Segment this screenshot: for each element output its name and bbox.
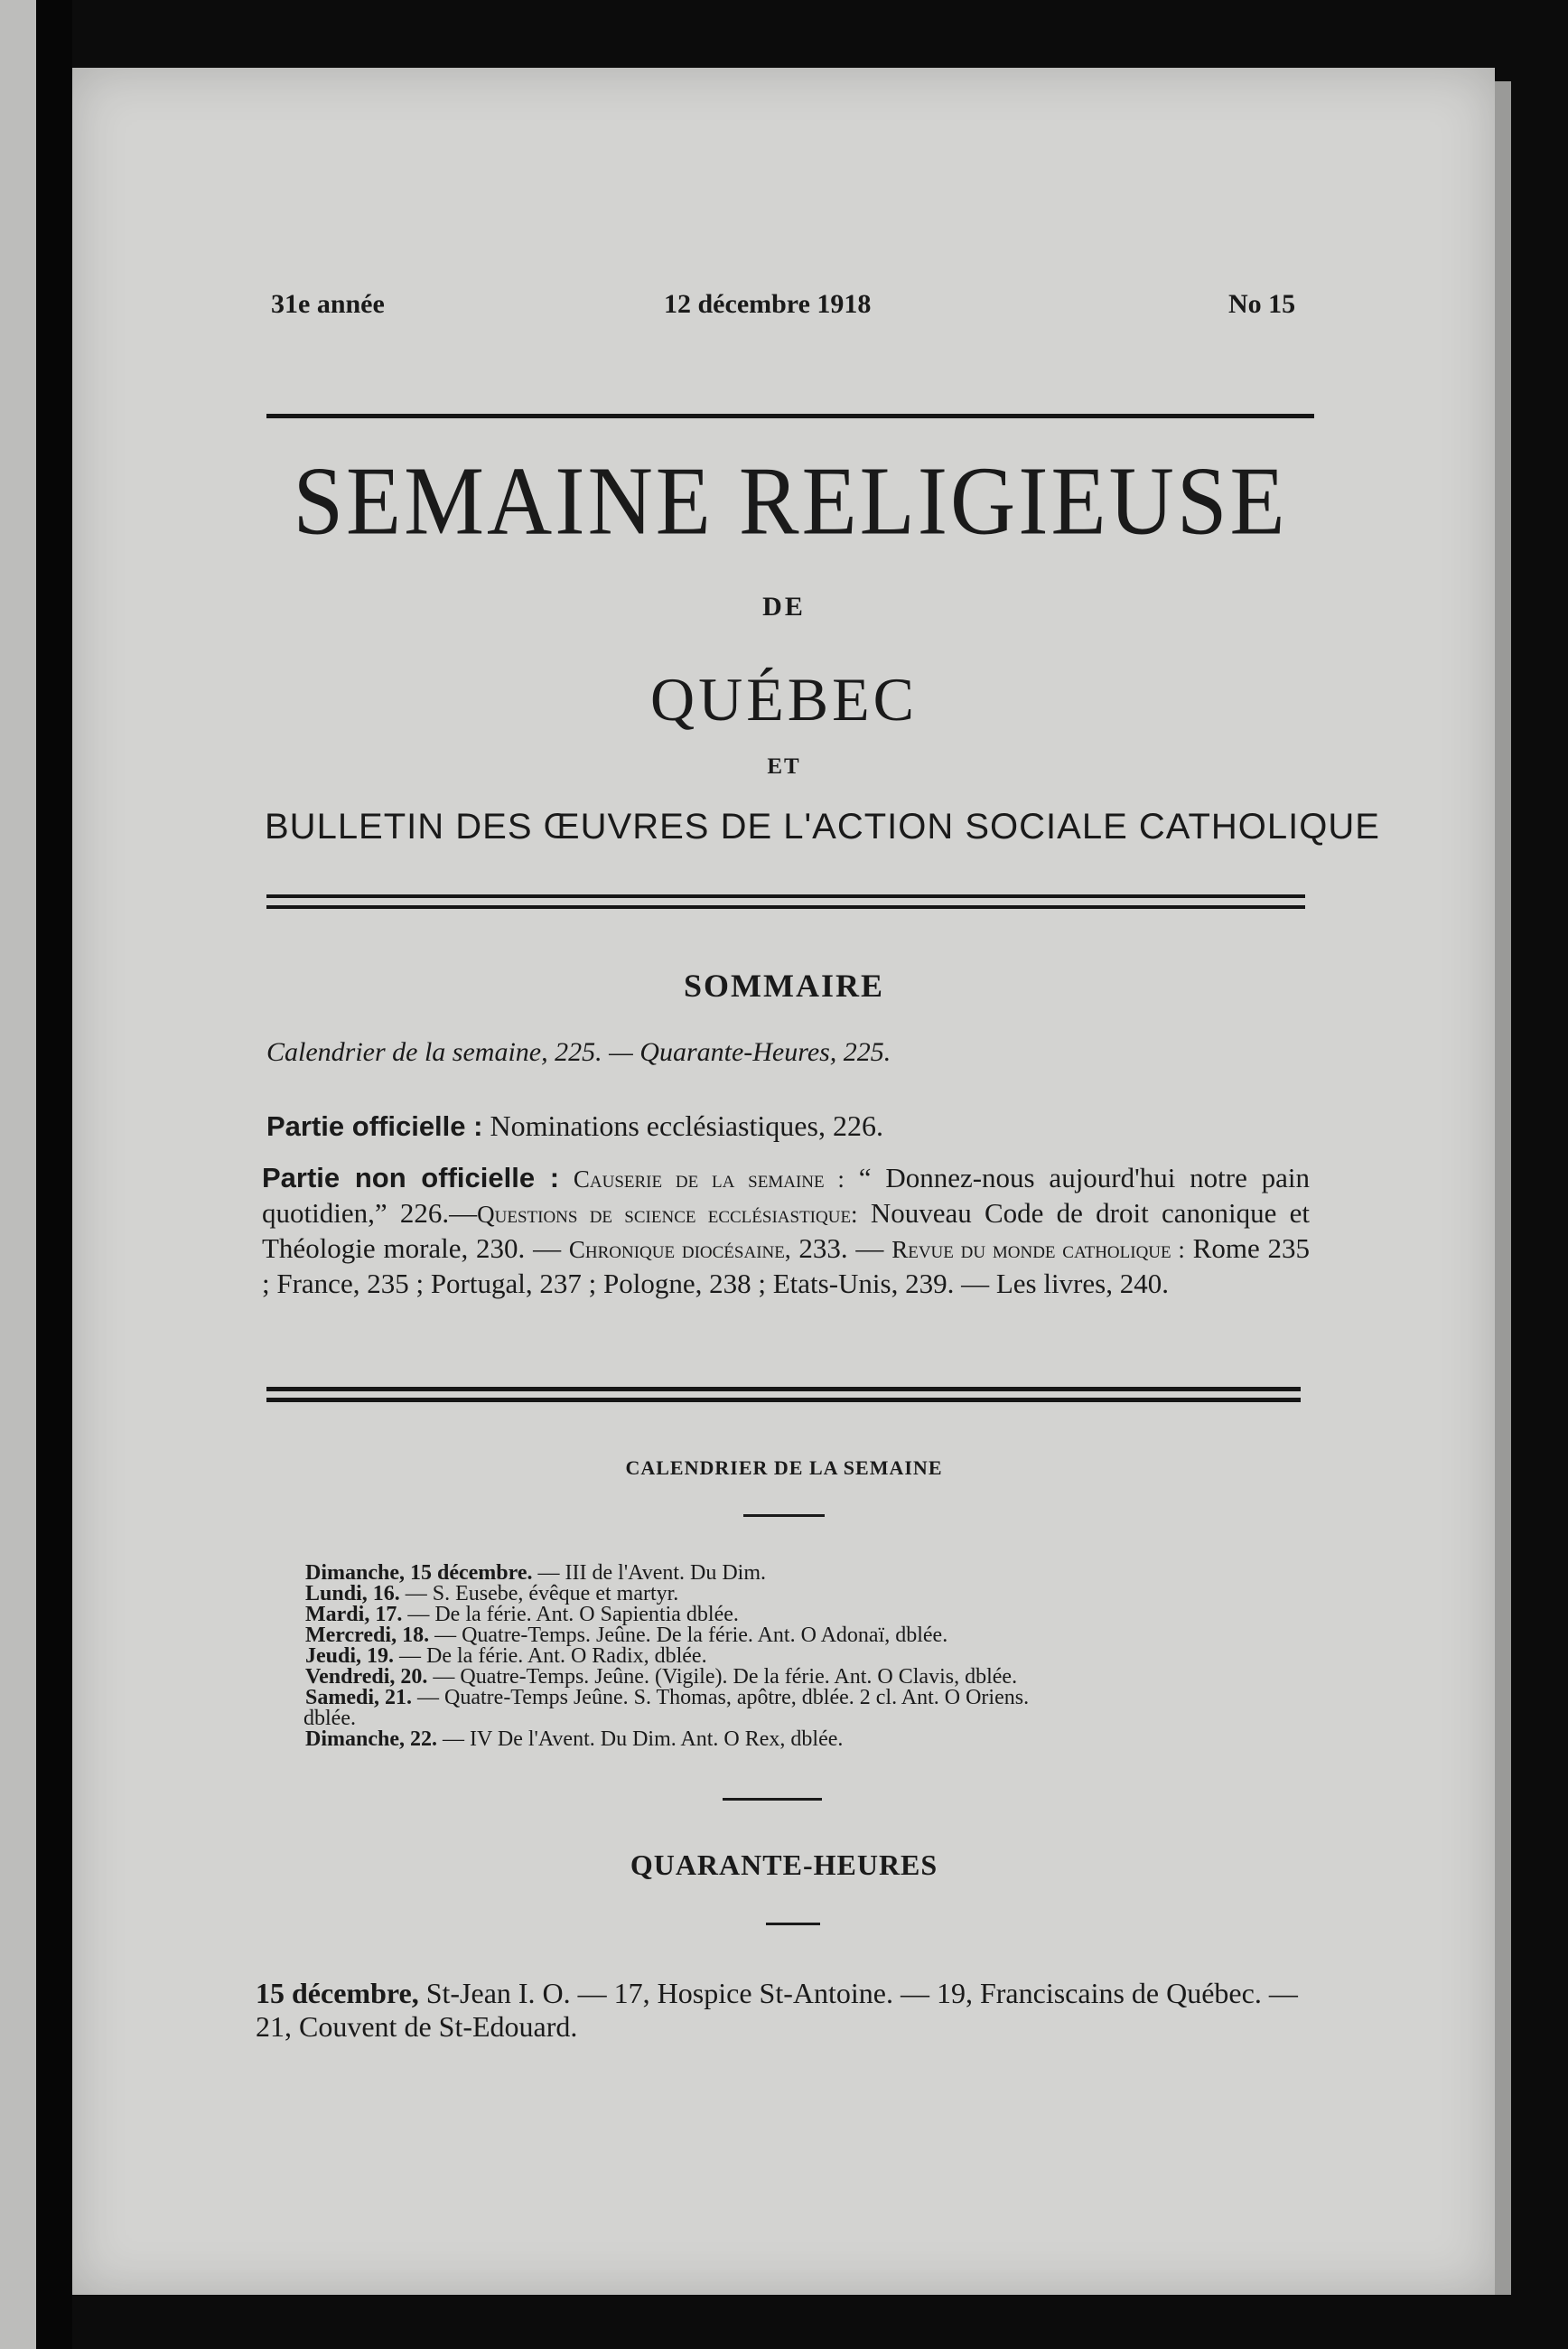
calendrier-short-rule (743, 1514, 825, 1517)
masthead-de: DE (762, 592, 806, 622)
causerie-text: “ Donnez-nous aujourd'hui notre pain quotidien,” 226.— (262, 1162, 1311, 1229)
masthead-bulletin: BULLETIN DES ŒUVRES DE L'ACTION SOCIALE CATHOLIQUE (265, 807, 1380, 847)
quarante-heures-title: QUARANTE-HEURES (630, 1848, 938, 1881)
partie-officielle-label: Partie officielle : (266, 1110, 483, 1142)
masthead-city: QUÉBEC (650, 665, 918, 734)
issue-date: 12 décembre 1918 (664, 289, 872, 319)
double-rule-bottom (266, 905, 1305, 909)
chronique-text: 233. — (790, 1232, 892, 1264)
calendrier-list (305, 1563, 1317, 1750)
double-rule-2-bottom (266, 1398, 1301, 1402)
calendrier-entry: Jeudi, 19. — De la férie. Ant. O Radix, dblée. (305, 1644, 707, 1668)
calendrier-title: CALENDRIER DE LA SEMAINE (625, 1456, 943, 1479)
calendrier-entry: Lundi, 16. — S. Eusebe, évêque et martyr. (305, 1582, 679, 1605)
partie-officielle (266, 1109, 883, 1143)
header-rule (266, 414, 1314, 418)
calendrier-entry: Samedi, 21. — Quatre-Temps Jeûne. S. Thomas, apôtre, dblée. 2 cl. Ant. O Oriens. (305, 1686, 1030, 1709)
issue-number: No 15 (1228, 289, 1296, 319)
partie-officielle-text: Nominations ecclésiastiques, 226. (490, 1109, 883, 1142)
questions-text: Nouveau Code de droit canonique et Théologie morale, 230. — (262, 1197, 1311, 1264)
scan-margin (36, 0, 72, 2349)
double-rule-top (266, 894, 1305, 898)
page-stack-edge (1495, 81, 1511, 2295)
chronique-heading: Chronique diocésaine, (568, 1236, 791, 1263)
causerie-heading: Causerie de la semaine : (573, 1165, 845, 1193)
calendrier-entry: dblée. (303, 1707, 356, 1730)
quarante-heures-details: St-Jean I. O. — 17, Hospice St-Antoine. — 19, Franciscains de Québec. — 21, Couvent de St-Edouard. (256, 1977, 1298, 2043)
adjacent-page-edge (0, 0, 36, 2349)
partie-non-officielle (262, 1161, 1310, 1300)
calendrier-entry: Mercredi, 18. — Quatre-Temps. Jeûne. De la férie. Ant. O Adonaï, dblée. (305, 1624, 948, 1647)
revue-text: Rome 235 ; France, 235 ; Portugal, 237 ; Pologne, 238 ; Etats-Unis, 239. — Les livres, 240. (262, 1232, 1311, 1299)
volume-year: 31e année (271, 289, 385, 319)
quarante-heures-text (256, 1977, 1321, 2044)
quarante-short-rule-bottom (766, 1923, 820, 1925)
quarante-heures-date: 15 décembre, (256, 1977, 419, 2009)
sommaire-calendar-line: Calendrier de la semaine, 225. — Quarante-Heures, 225. (266, 1037, 891, 1067)
calendrier-entry: Dimanche, 22. — IV De l'Avent. Du Dim. Ant. O Rex, dblée. (305, 1727, 844, 1751)
calendrier-entry: Vendredi, 20. — Quatre-Temps. Jeûne. (Vigile). De la férie. Ant. O Clavis, dblée. (305, 1665, 1018, 1689)
sommaire-title: SOMMAIRE (684, 968, 884, 1004)
questions-heading: Questions de science ecclésiastique: (477, 1201, 858, 1228)
revue-heading: Revue du monde catholique : (891, 1236, 1185, 1263)
calendrier-entry: Dimanche, 15 décembre. — III de l'Avent. Du Dim. (305, 1561, 767, 1585)
masthead-title: SEMAINE RELIGIEUSE (293, 446, 1288, 556)
partie-non-officielle-label: Partie non officielle : (262, 1162, 560, 1193)
double-rule-2-top (266, 1387, 1301, 1391)
calendrier-entry: Mardi, 17. — De la férie. Ant. O Sapientia dblée. (305, 1603, 739, 1626)
masthead-et: ET (767, 754, 801, 779)
quarante-short-rule-top (723, 1798, 822, 1801)
